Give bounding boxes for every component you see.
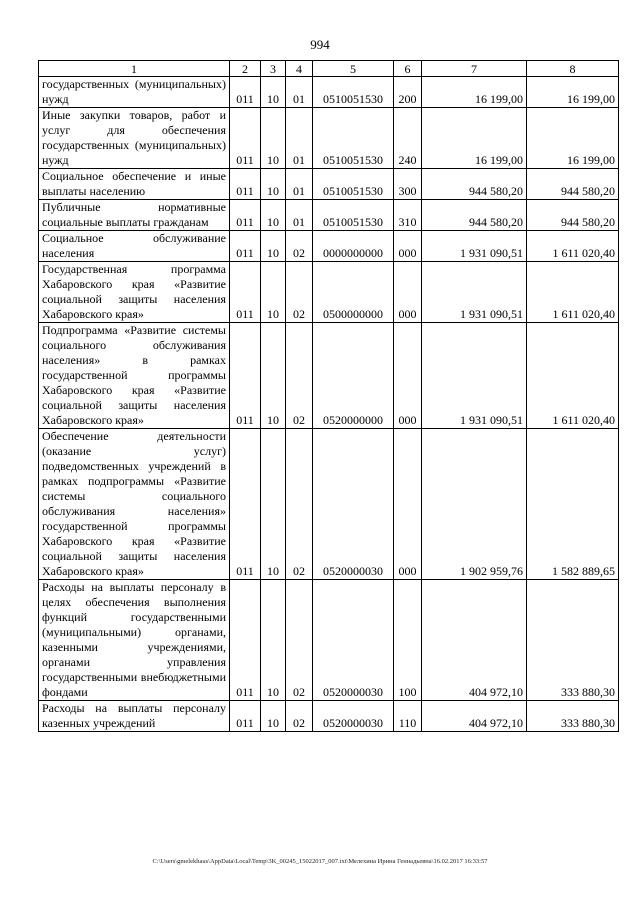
target-article-cell: 0000000000 xyxy=(313,231,394,262)
section-code-cell: 10 xyxy=(261,580,286,701)
row-name-cell: Социальное обслуживание населения xyxy=(39,231,230,262)
table-row xyxy=(39,200,619,231)
amount-col8-cell: 16 199,00 xyxy=(527,77,619,108)
row-name-cell: государственных (муниципальных) нужд xyxy=(39,77,230,108)
expense-type-cell: 000 xyxy=(394,429,422,580)
ministry-code-cell: 011 xyxy=(230,323,261,429)
amount-col8-cell: 1 582 889,65 xyxy=(527,429,619,580)
amount-col8-cell: 1 611 020,40 xyxy=(527,231,619,262)
amount-col8-cell: 944 580,20 xyxy=(527,200,619,231)
subsection-code-cell: 02 xyxy=(286,262,313,323)
amount-col7-cell: 1 902 959,76 xyxy=(422,429,527,580)
amount-col8-cell: 333 880,30 xyxy=(527,701,619,732)
column-header: 7 xyxy=(422,61,527,77)
table-row xyxy=(39,108,619,169)
amount-col8-cell: 16 199,00 xyxy=(527,108,619,169)
row-name-cell: Расходы на выплаты персоналу в целях обеспечения выполнения функций государственными (муниципальными) органами, казенными учреждениями, органами управления государственными внебюджетными фондами xyxy=(39,580,230,701)
ministry-code-cell: 011 xyxy=(230,701,261,732)
amount-col7-cell: 404 972,10 xyxy=(422,580,527,701)
subsection-code-cell: 02 xyxy=(286,231,313,262)
row-name-cell: Публичные нормативные социальные выплаты гражданам xyxy=(39,200,230,231)
section-code-cell: 10 xyxy=(261,77,286,108)
subsection-code-cell: 02 xyxy=(286,701,313,732)
table-header-row xyxy=(39,61,619,77)
target-article-cell: 0510051530 xyxy=(313,169,394,200)
table-row xyxy=(39,580,619,701)
subsection-code-cell: 01 xyxy=(286,200,313,231)
expense-type-cell: 100 xyxy=(394,580,422,701)
ministry-code-cell: 011 xyxy=(230,169,261,200)
table-row xyxy=(39,169,619,200)
section-code-cell: 10 xyxy=(261,231,286,262)
ministry-code-cell: 011 xyxy=(230,200,261,231)
table-row xyxy=(39,262,619,323)
column-header: 6 xyxy=(394,61,422,77)
target-article-cell: 0510051530 xyxy=(313,77,394,108)
row-name-cell: Социальное обеспечение и иные выплаты населению xyxy=(39,169,230,200)
amount-col7-cell: 1 931 090,51 xyxy=(422,231,527,262)
budget-table xyxy=(38,60,619,732)
section-code-cell: 10 xyxy=(261,701,286,732)
ministry-code-cell: 011 xyxy=(230,231,261,262)
section-code-cell: 10 xyxy=(261,108,286,169)
target-article-cell: 0500000000 xyxy=(313,262,394,323)
amount-col8-cell: 1 611 020,40 xyxy=(527,262,619,323)
page-number: 994 xyxy=(310,37,330,52)
expense-type-cell: 000 xyxy=(394,231,422,262)
subsection-code-cell: 01 xyxy=(286,169,313,200)
column-header: 3 xyxy=(261,61,286,77)
amount-col7-cell: 16 199,00 xyxy=(422,77,527,108)
section-code-cell: 10 xyxy=(261,200,286,231)
expense-type-cell: 310 xyxy=(394,200,422,231)
column-header: 1 xyxy=(39,61,230,77)
amount-col8-cell: 333 880,30 xyxy=(527,580,619,701)
ministry-code-cell: 011 xyxy=(230,429,261,580)
subsection-code-cell: 01 xyxy=(286,77,313,108)
amount-col7-cell: 944 580,20 xyxy=(422,200,527,231)
subsection-code-cell: 02 xyxy=(286,580,313,701)
row-name-cell: Иные закупки товаров, работ и услуг для обеспечения государственных (муниципальных) нужд xyxy=(39,108,230,169)
expense-type-cell: 110 xyxy=(394,701,422,732)
section-code-cell: 10 xyxy=(261,323,286,429)
table-row xyxy=(39,231,619,262)
amount-col8-cell: 1 611 020,40 xyxy=(527,323,619,429)
column-header: 5 xyxy=(313,61,394,77)
column-header: 2 xyxy=(230,61,261,77)
row-name-cell: Государственная программа Хабаровского края «Развитие социальной защиты населения Хабаровского края» xyxy=(39,262,230,323)
table-row xyxy=(39,701,619,732)
section-code-cell: 10 xyxy=(261,169,286,200)
section-code-cell: 10 xyxy=(261,429,286,580)
expense-type-cell: 200 xyxy=(394,77,422,108)
ministry-code-cell: 011 xyxy=(230,262,261,323)
section-code-cell: 10 xyxy=(261,262,286,323)
subsection-code-cell: 02 xyxy=(286,429,313,580)
expense-type-cell: 300 xyxy=(394,169,422,200)
footer-file-path: C:\Users\gmelekhaus\AppData\Local\Temp\3K_00245_15022017_007.txt\Мелехина Ирина Геннадьевна\16.02.2017 16:33:57 xyxy=(152,858,488,865)
amount-col7-cell: 16 199,00 xyxy=(422,108,527,169)
target-article-cell: 0520000030 xyxy=(313,701,394,732)
table-row xyxy=(39,429,619,580)
target-article-cell: 0510051530 xyxy=(313,200,394,231)
target-article-cell: 0520000030 xyxy=(313,429,394,580)
subsection-code-cell: 01 xyxy=(286,108,313,169)
row-name-cell: Обеспечение деятельности (оказание услуг) подведомственных учреждений в рамках подпрограммы «Развитие системы социального обслуживания населения» государственной программы Хабаровского края «Развитие социальной защиты населения Хабаровского края» xyxy=(39,429,230,580)
expense-type-cell: 240 xyxy=(394,108,422,169)
column-header: 4 xyxy=(286,61,313,77)
ministry-code-cell: 011 xyxy=(230,108,261,169)
row-name-cell: Подпрограмма «Развитие системы социального обслуживания населения» в рамках государственной программы Хабаровского края «Развитие социальной защиты населения Хабаровского края» xyxy=(39,323,230,429)
amount-col7-cell: 1 931 090,51 xyxy=(422,323,527,429)
amount-col7-cell: 1 931 090,51 xyxy=(422,262,527,323)
amount-col8-cell: 944 580,20 xyxy=(527,169,619,200)
target-article-cell: 0520000000 xyxy=(313,323,394,429)
amount-col7-cell: 404 972,10 xyxy=(422,701,527,732)
amount-col7-cell: 944 580,20 xyxy=(422,169,527,200)
row-name-cell: Расходы на выплаты персоналу казенных учреждений xyxy=(39,701,230,732)
expense-type-cell: 000 xyxy=(394,323,422,429)
expense-type-cell: 000 xyxy=(394,262,422,323)
ministry-code-cell: 011 xyxy=(230,580,261,701)
target-article-cell: 0520000030 xyxy=(313,580,394,701)
column-header: 8 xyxy=(527,61,619,77)
subsection-code-cell: 02 xyxy=(286,323,313,429)
ministry-code-cell: 011 xyxy=(230,77,261,108)
table-row xyxy=(39,323,619,429)
target-article-cell: 0510051530 xyxy=(313,108,394,169)
table-row xyxy=(39,77,619,108)
